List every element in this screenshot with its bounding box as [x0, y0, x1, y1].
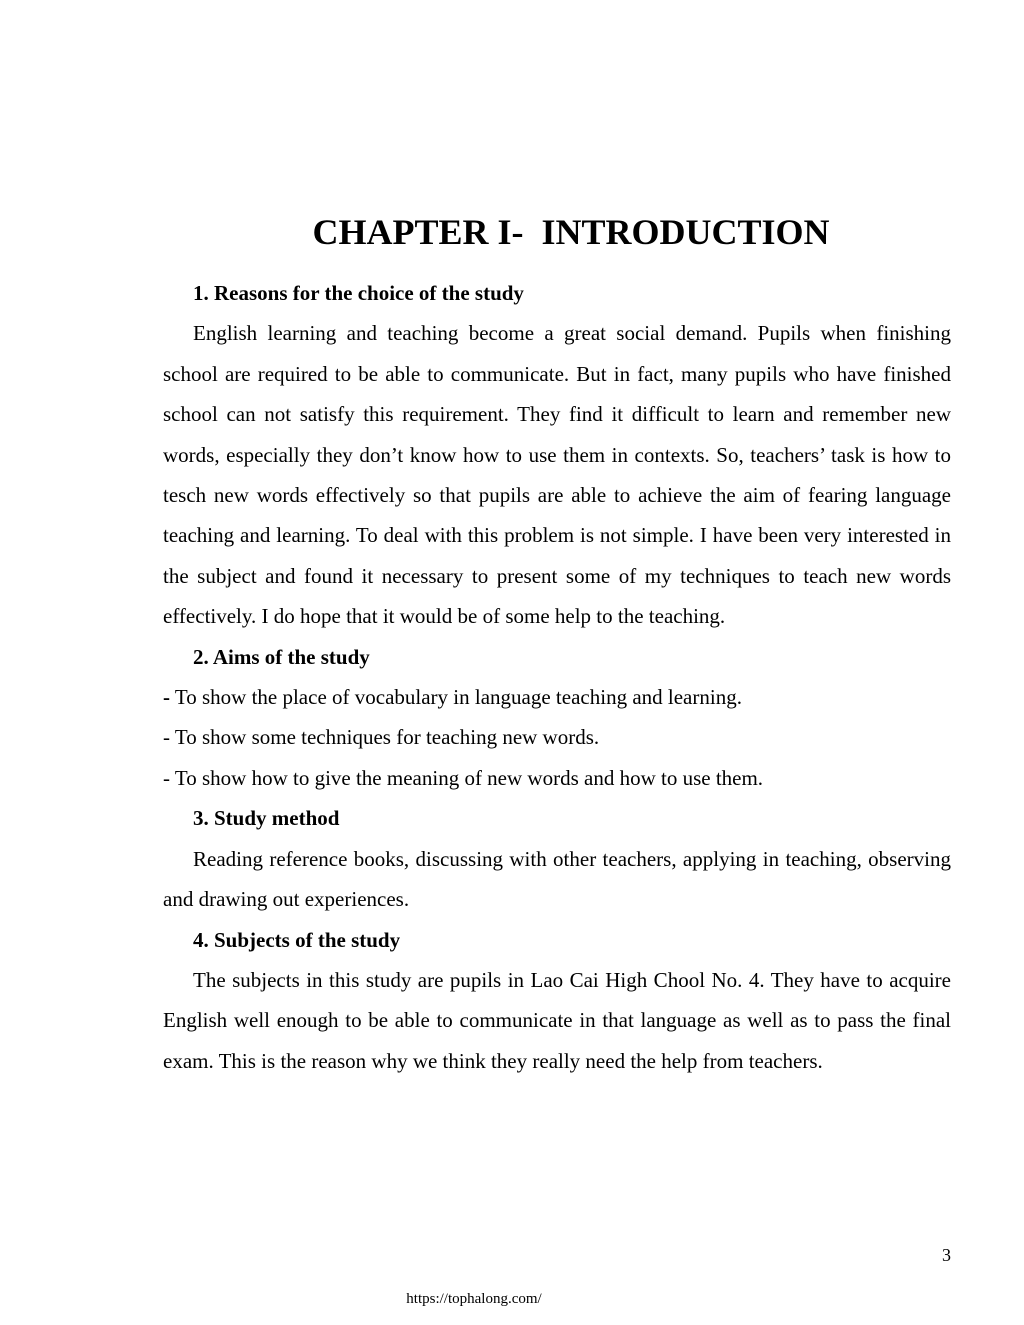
- aim-item-text: To show some techniques for teaching new words.: [170, 725, 600, 750]
- aim-item: [163, 758, 951, 798]
- chapter-title: CHAPTER I- INTRODUCTION: [312, 212, 830, 252]
- page-number: 3: [942, 1245, 951, 1265]
- aim-item: [163, 677, 951, 717]
- paragraph-method: Reading reference books, discussing with other teachers, applying in teaching, observing and drawing out experiences.: [163, 846, 951, 912]
- document-body: [163, 273, 951, 1081]
- paragraph-reasons: English learning and teaching become a great social demand. Pupils when finishing school are required to be able to communicate. But in fact, many pupils who have finished school can not satisfy this requirement. They find it difficult to learn and remember new words, especially they don’t know how to use them in contexts. So, teachers’ task is how to tesch new words effectively so that pupils are able to achieve the aim of fearing language teaching and learning. To deal with this problem is not simple. I have been very interested in the subject and found it necessary to present some of my techniques to teach new words effectively. I do hope that it would be of some help to the teaching.: [163, 321, 951, 629]
- paragraph-subjects: The subjects in this study are pupils in Lao Cai High Chool No. 4. They have to acquire English well enough to be able to communicate in that language as well as to pass the final exam. This is the reason why we think they really need the help from teachers.: [163, 967, 951, 1073]
- section-heading-method: 3. Study method: [193, 806, 340, 831]
- section-heading-reasons: 1. Reasons for the choice of the study: [193, 281, 524, 305]
- bullet-dash: -: [163, 685, 170, 710]
- bullet-dash: -: [163, 765, 170, 790]
- aim-item: [163, 717, 951, 757]
- bullet-dash: -: [163, 725, 170, 750]
- section-heading-subjects: 4. Subjects of the study: [193, 927, 401, 952]
- section-heading-aims: 2. Aims of the study: [193, 644, 370, 669]
- footer-url[interactable]: https://tophalong.com/: [406, 1291, 542, 1307]
- aim-item-text: To show how to give the meaning of new words and how to use them.: [170, 765, 764, 790]
- aim-item-text: To show the place of vocabulary in language teaching and learning.: [170, 685, 742, 710]
